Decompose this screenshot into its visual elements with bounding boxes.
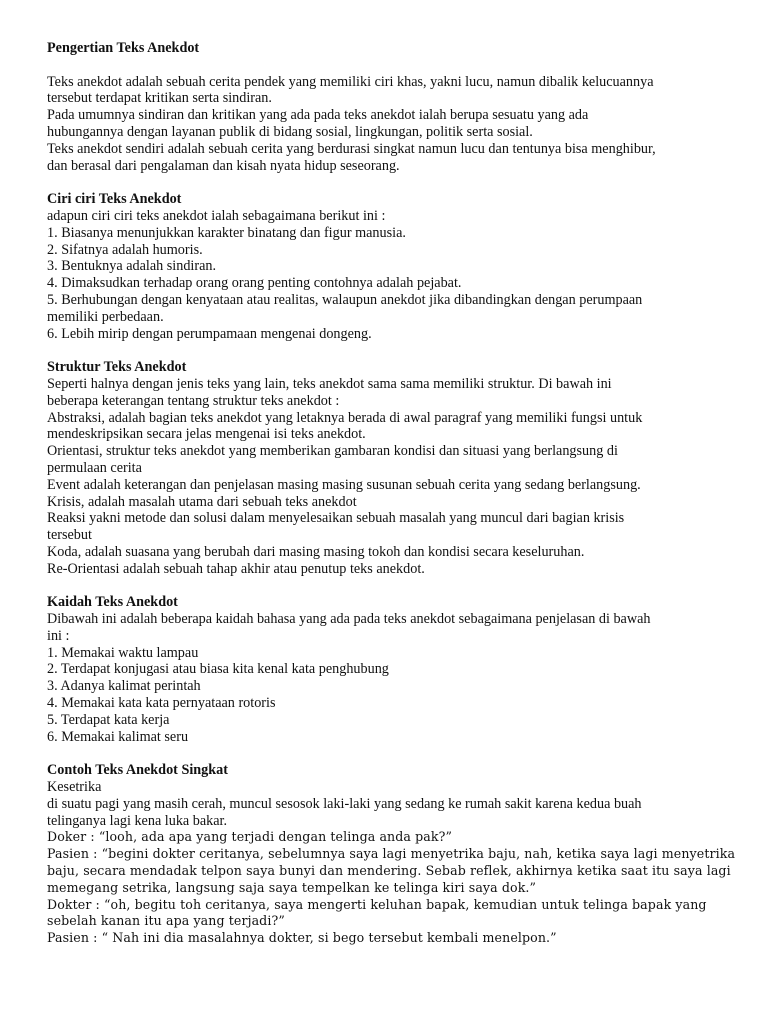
dialog-line: sebelah kanan itu apa yang terjadi?” bbox=[47, 913, 285, 929]
ciri-list bbox=[47, 208, 728, 342]
text-line: dan berasal dari pengalaman dan kisah nyata hidup seseorang. bbox=[47, 157, 400, 174]
text-line: beberapa keterangan tentang struktur teks anekdot : bbox=[47, 392, 340, 409]
text-line: adapun ciri ciri teks anekdot ialah sebagaimana berikut ini : bbox=[47, 207, 386, 224]
list-item: 2. Terdapat konjugasi atau biasa kita kenal kata penghubung bbox=[47, 661, 389, 678]
intro-paragraph bbox=[47, 74, 728, 175]
list-item: 6. Lebih mirip dengan perumpamaan mengenai dongeng. bbox=[47, 325, 372, 342]
spacer bbox=[47, 578, 728, 595]
section-heading-kaidah: Kaidah Teks Anekdot bbox=[47, 594, 178, 611]
list-item: 1. Memakai waktu lampau bbox=[47, 644, 199, 661]
list-item: 4. Dimaksudkan terhadap orang orang penting contohnya adalah pejabat. bbox=[47, 275, 462, 292]
text-line: telinganya lagi kena luka bakar. bbox=[47, 812, 228, 829]
kaidah-list bbox=[47, 611, 728, 745]
dialog-line: Doker : “looh, ada apa yang terjadi dengan telinga anda pak?” bbox=[47, 829, 453, 845]
text-line: ini : bbox=[47, 627, 70, 644]
text-line: Pada umumnya sindiran dan kritikan yang ada pada teks anekdot ialah berupa sesuatu yang ada bbox=[47, 107, 589, 124]
text-line: Event adalah keterangan dan penjelasan masing masing susunan sebuah cerita yang sedang berlangsung. bbox=[47, 476, 641, 493]
dialog-line: baju, secara mendadak telpon saya bunyi dan mendering. Sebab reflek, akhirnya ketika saat itu saya lagi bbox=[47, 863, 731, 879]
text-line: Re-Orientasi adalah sebuah tahap akhir atau penutup teks anekdot. bbox=[47, 560, 425, 577]
list-item: 3. Adanya kalimat perintah bbox=[47, 678, 201, 695]
contoh-story bbox=[47, 779, 736, 947]
text-line: Abstraksi, adalah bagian teks anekdot yang letaknya berada di awal paragraf yang memiliki fungsi untuk bbox=[47, 409, 643, 426]
spacer bbox=[47, 57, 728, 74]
dialog-line: Pasien : “begini dokter ceritanya, sebelumnya saya lagi menyetrika baju, nah, ketika saya lagi menyetrika bbox=[47, 846, 736, 862]
list-item: 5. Terdapat kata kerja bbox=[47, 711, 170, 728]
dialog-line: Pasien : “ Nah ini dia masalahnya dokter, si bego tersebut kembali menelpon.” bbox=[47, 930, 557, 946]
text-line: Teks anekdot sendiri adalah sebuah cerita yang berdurasi singkat namun lucu dan tentunya bisa menghibur, bbox=[47, 140, 656, 157]
list-item: 4. Memakai kata kata pernyataan rotoris bbox=[47, 695, 276, 712]
text-line: Orientasi, struktur teks anekdot yang memberikan gambaran kondisi dan situasi yang berlangsung di bbox=[47, 443, 618, 460]
section-heading-contoh: Contoh Teks Anekdot Singkat bbox=[47, 762, 228, 779]
text-line: Teks anekdot adalah sebuah cerita pendek yang memiliki ciri khas, yakni lucu, namun dibalik kelucuannya bbox=[47, 73, 654, 90]
section-heading-struktur: Struktur Teks Anekdot bbox=[47, 359, 187, 376]
list-item: 5. Berhubungan dengan kenyataan atau realitas, walaupun anekdot jika dibandingkan dengan perumpaan bbox=[47, 291, 643, 308]
text-line: Seperti halnya dengan jenis teks yang lain, teks anekdot sama sama memiliki struktur. Di bawah ini bbox=[47, 375, 612, 392]
list-item: 3. Bentuknya adalah sindiran. bbox=[47, 258, 217, 275]
spacer bbox=[47, 174, 728, 191]
text-line: tersebut bbox=[47, 527, 92, 544]
spacer bbox=[47, 745, 728, 762]
list-item: 1. Biasanya menunjukkan karakter binatang dan figur manusia. bbox=[47, 224, 406, 241]
doc-title: Pengertian Teks Anekdot bbox=[47, 40, 200, 56]
text-line: Reaksi yakni metode dan solusi dalam menyelesaikan sebuah masalah yang muncul dari bagian krisis bbox=[47, 510, 625, 527]
text-line: Koda, adalah suasana yang berubah dari masing masing tokoh dan kondisi secara keseluruhan. bbox=[47, 543, 585, 560]
section-heading-ciri: Ciri ciri Teks Anekdot bbox=[47, 191, 182, 208]
list-item: 2. Sifatnya adalah humoris. bbox=[47, 241, 203, 258]
story-title: Kesetrika bbox=[47, 779, 102, 796]
text-line: Dibawah ini adalah beberapa kaidah bahasa yang ada pada teks anekdot sebagaimana penjelasan di bawah bbox=[47, 611, 651, 628]
spacer bbox=[47, 342, 728, 359]
text-line: di suatu pagi yang masih cerah, muncul sesosok laki-laki yang sedang ke rumah sakit karena kedua buah bbox=[47, 795, 642, 812]
text-line: mendeskripsikan secara jelas mengenai isi teks anekdot. bbox=[47, 426, 366, 443]
list-item: memiliki perbedaan. bbox=[47, 308, 164, 325]
dialog-line: memegang setrika, langsung saja saya tempelkan ke telinga kiri saya dok.” bbox=[47, 879, 537, 895]
struktur-paragraph bbox=[47, 376, 728, 578]
text-line: permulaan cerita bbox=[47, 459, 142, 476]
dialog-line: Dokter : “oh, begitu toh ceritanya, saya mengerti keluhan bapak, kemudian untuk telinga bapak yang bbox=[47, 896, 707, 912]
text-line: tersebut terdapat kritikan serta sindiran. bbox=[47, 90, 272, 107]
list-item: 6. Memakai kalimat seru bbox=[47, 728, 189, 745]
text-line: Krisis, adalah masalah utama dari sebuah teks anekdot bbox=[47, 493, 357, 510]
text-line: hubungannya dengan layanan publik di bidang sosial, lingkungan, politik serta sosial. bbox=[47, 123, 533, 140]
